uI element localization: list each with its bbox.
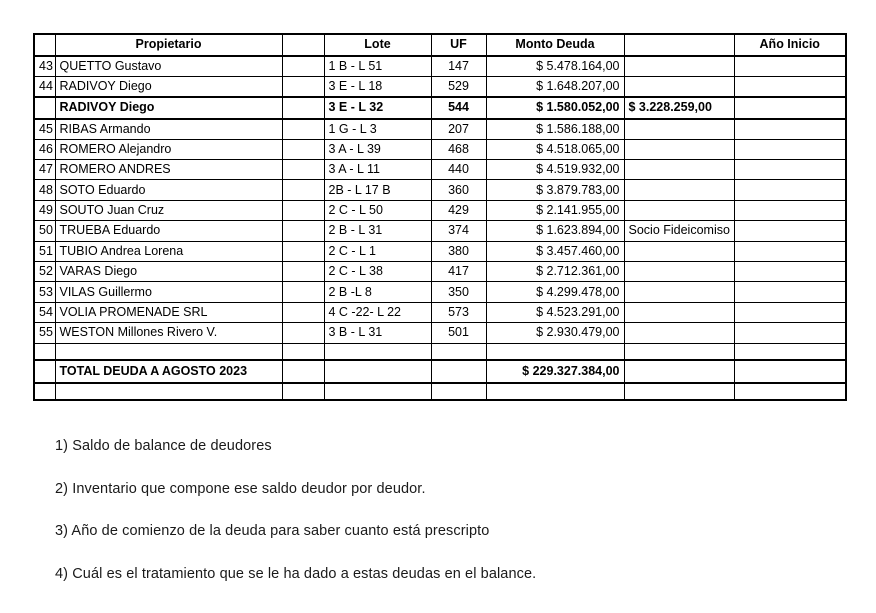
cell-note: [624, 360, 734, 383]
cell-anio: [734, 282, 846, 302]
table-header: [34, 34, 846, 56]
debt-table: [33, 33, 847, 401]
cell-monto: $ 1.648.207,00: [486, 76, 624, 96]
cell-uf: 573: [431, 302, 486, 322]
table-row: [34, 302, 846, 322]
cell-monto: $ 2.930.479,00: [486, 323, 624, 343]
table-row: [34, 76, 846, 96]
cell-note: Socio Fideicomiso: [624, 221, 734, 241]
cell-prop: VOLIA PROMENADE SRL: [55, 302, 282, 322]
cell-uf: 440: [431, 160, 486, 180]
cell-anio: [734, 302, 846, 322]
cell-anio: [734, 221, 846, 241]
cell-lote: 2 B - L 31: [324, 221, 431, 241]
cell-uf: 544: [431, 97, 486, 119]
table-body: [34, 56, 846, 400]
cell-uf: 380: [431, 241, 486, 261]
cell-lote: 3 A - L 11: [324, 160, 431, 180]
cell-note: [624, 343, 734, 360]
cell-gap: [282, 343, 324, 360]
cell-gap: [282, 221, 324, 241]
column-header-propietario: Propietario: [55, 34, 282, 56]
cell-anio: [734, 343, 846, 360]
cell-monto: $ 1.586.188,00: [486, 119, 624, 139]
table-spacer-row: [34, 343, 846, 360]
cell-uf: 360: [431, 180, 486, 200]
cell-gap: [282, 383, 324, 400]
cell-note: [624, 302, 734, 322]
cell-prop: [55, 343, 282, 360]
cell-monto: $ 1.580.052,00: [486, 97, 624, 119]
cell-monto: $ 4.518.065,00: [486, 139, 624, 159]
column-header-lote: Lote: [324, 34, 431, 56]
cell-uf: 529: [431, 76, 486, 96]
cell-prop: RIBAS Armando: [55, 119, 282, 139]
cell-num: 43: [34, 56, 55, 76]
cell-gap: [282, 262, 324, 282]
table-row: [34, 200, 846, 220]
cell-note: $ 3.228.259,00: [624, 97, 734, 119]
cell-note: [624, 200, 734, 220]
cell-note: [624, 76, 734, 96]
cell-uf: 207: [431, 119, 486, 139]
cell-anio: [734, 56, 846, 76]
cell-monto: [486, 383, 624, 400]
table-row: [34, 139, 846, 159]
cell-num: 55: [34, 323, 55, 343]
cell-prop: ROMERO Alejandro: [55, 139, 282, 159]
cell-gap: [282, 160, 324, 180]
cell-note: [624, 262, 734, 282]
cell-lote: 3 A - L 39: [324, 139, 431, 159]
cell-lote: 2B - L 17 B: [324, 180, 431, 200]
cell-uf: 468: [431, 139, 486, 159]
cell-monto: $ 229.327.384,00: [486, 360, 624, 383]
cell-num: [34, 343, 55, 360]
cell-uf: 501: [431, 323, 486, 343]
cell-note: [624, 383, 734, 400]
cell-anio: [734, 119, 846, 139]
cell-monto: $ 4.299.478,00: [486, 282, 624, 302]
cell-prop: QUETTO Gustavo: [55, 56, 282, 76]
cell-anio: [734, 160, 846, 180]
cell-uf: 429: [431, 200, 486, 220]
table-total-row: [34, 360, 846, 383]
cell-num: 46: [34, 139, 55, 159]
cell-gap: [282, 282, 324, 302]
cell-monto: $ 4.519.932,00: [486, 160, 624, 180]
cell-num: 47: [34, 160, 55, 180]
table-row: [34, 160, 846, 180]
cell-anio: [734, 200, 846, 220]
cell-num: 49: [34, 200, 55, 220]
cell-anio: [734, 360, 846, 383]
cell-prop: VILAS Guillermo: [55, 282, 282, 302]
cell-num: [34, 97, 55, 119]
cell-prop: ROMERO ANDRES: [55, 160, 282, 180]
cell-anio: [734, 262, 846, 282]
cell-uf: 350: [431, 282, 486, 302]
cell-num: 54: [34, 302, 55, 322]
cell-monto: $ 5.478.164,00: [486, 56, 624, 76]
cell-note: [624, 241, 734, 261]
footer-note-4: 4) Cuál es el tratamiento que se le ha dado a estas deudas en el balance.: [55, 565, 537, 582]
cell-monto: $ 3.879.783,00: [486, 180, 624, 200]
cell-gap: [282, 302, 324, 322]
cell-monto: $ 3.457.460,00: [486, 241, 624, 261]
table-spacer-row: [34, 383, 846, 400]
cell-anio: [734, 97, 846, 119]
cell-lote: 1 B - L 51: [324, 56, 431, 76]
cell-lote: 3 E - L 18: [324, 76, 431, 96]
cell-lote: 2 C - L 50: [324, 200, 431, 220]
table-row: [34, 282, 846, 302]
cell-anio: [734, 180, 846, 200]
column-header-rownum: [34, 34, 55, 56]
cell-prop: TOTAL DEUDA A AGOSTO 2023: [55, 360, 282, 383]
cell-uf: 147: [431, 56, 486, 76]
cell-prop: VARAS Diego: [55, 262, 282, 282]
cell-lote: 4 C -22- L 22: [324, 302, 431, 322]
cell-gap: [282, 119, 324, 139]
cell-num: 48: [34, 180, 55, 200]
cell-uf: [431, 383, 486, 400]
cell-prop: TRUEBA Eduardo: [55, 221, 282, 241]
table-row: [34, 241, 846, 261]
column-header-uf: UF: [431, 34, 486, 56]
cell-gap: [282, 360, 324, 383]
cell-anio: [734, 323, 846, 343]
cell-gap: [282, 139, 324, 159]
footer-notes-list: [55, 438, 835, 608]
table-row: [34, 323, 846, 343]
cell-prop: [55, 383, 282, 400]
table-row: [34, 119, 846, 139]
cell-uf: [431, 343, 486, 360]
cell-anio: [734, 241, 846, 261]
cell-prop: SOTO Eduardo: [55, 180, 282, 200]
cell-prop: RADIVOY Diego: [55, 97, 282, 119]
cell-num: 50: [34, 221, 55, 241]
cell-note: [624, 119, 734, 139]
cell-lote: 2 C - L 1: [324, 241, 431, 261]
cell-lote: 3 B - L 31: [324, 323, 431, 343]
cell-num: 52: [34, 262, 55, 282]
cell-gap: [282, 323, 324, 343]
column-header-anio-inicio: Año Inicio: [734, 34, 846, 56]
cell-uf: [431, 360, 486, 383]
cell-lote: 3 E - L 32: [324, 97, 431, 119]
table-row: [34, 56, 846, 76]
cell-num: [34, 360, 55, 383]
cell-note: [624, 56, 734, 76]
cell-anio: [734, 76, 846, 96]
cell-prop: TUBIO Andrea Lorena: [55, 241, 282, 261]
cell-lote: 2 C - L 38: [324, 262, 431, 282]
cell-lote: 1 G - L 3: [324, 119, 431, 139]
footer-note-2: 2) Inventario que compone ese saldo deudor por deudor.: [55, 480, 426, 497]
cell-note: [624, 323, 734, 343]
cell-note: [624, 160, 734, 180]
cell-anio: [734, 139, 846, 159]
cell-monto: $ 2.712.361,00: [486, 262, 624, 282]
cell-gap: [282, 200, 324, 220]
cell-num: 45: [34, 119, 55, 139]
cell-uf: 374: [431, 221, 486, 241]
cell-gap: [282, 241, 324, 261]
table-row: [34, 180, 846, 200]
table-row: [34, 262, 846, 282]
cell-num: 51: [34, 241, 55, 261]
cell-num: [34, 383, 55, 400]
cell-gap: [282, 97, 324, 119]
table-row-highlighted: [34, 97, 846, 119]
cell-prop: WESTON Millones Rivero V.: [55, 323, 282, 343]
table-header-row: [34, 34, 846, 56]
column-header-note: [624, 34, 734, 56]
cell-note: [624, 180, 734, 200]
cell-gap: [282, 56, 324, 76]
cell-num: 44: [34, 76, 55, 96]
cell-note: [624, 139, 734, 159]
cell-lote: [324, 360, 431, 383]
cell-lote: [324, 383, 431, 400]
cell-lote: 2 B -L 8: [324, 282, 431, 302]
cell-num: 53: [34, 282, 55, 302]
table-row: [34, 221, 846, 241]
footer-note-1: 1) Saldo de balance de deudores: [55, 438, 272, 454]
cell-lote: [324, 343, 431, 360]
cell-monto: $ 1.623.894,00: [486, 221, 624, 241]
cell-uf: 417: [431, 262, 486, 282]
cell-prop: SOUTO Juan Cruz: [55, 200, 282, 220]
column-header-blank: [282, 34, 324, 56]
cell-monto: $ 2.141.955,00: [486, 200, 624, 220]
cell-gap: [282, 76, 324, 96]
cell-gap: [282, 180, 324, 200]
cell-monto: [486, 343, 624, 360]
cell-monto: $ 4.523.291,00: [486, 302, 624, 322]
cell-prop: RADIVOY Diego: [55, 76, 282, 96]
column-header-monto-deuda: Monto Deuda: [486, 34, 624, 56]
debt-table-container: [33, 33, 845, 401]
cell-note: [624, 282, 734, 302]
footer-note-3: 3) Año de comienzo de la deuda para saber cuanto está prescripto: [55, 523, 490, 539]
cell-anio: [734, 383, 846, 400]
